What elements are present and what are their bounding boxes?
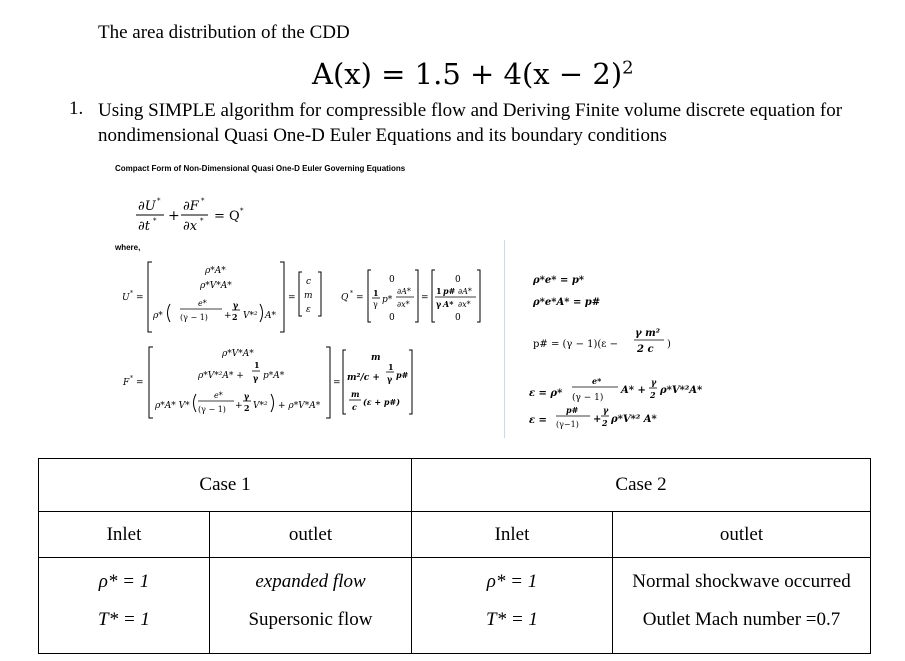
svg-text:*: * bbox=[130, 290, 133, 297]
svg-text:∂x*: ∂x* bbox=[458, 300, 471, 309]
svg-text:p#: p# bbox=[443, 286, 456, 296]
svg-text:e*: e* bbox=[592, 376, 602, 386]
case-2-inlet-temperature: T* = 1 bbox=[486, 609, 538, 630]
svg-text:e*: e* bbox=[198, 299, 207, 308]
svg-text:Q: Q bbox=[341, 293, 349, 303]
svg-text:): ) bbox=[667, 339, 671, 350]
case-2-outlet-header: outlet bbox=[613, 512, 871, 558]
svg-text:0: 0 bbox=[389, 313, 395, 323]
svg-text:γ: γ bbox=[436, 299, 442, 309]
svg-text:+: + bbox=[168, 208, 180, 224]
svg-text:+ ρ*V*A*: + ρ*V*A* bbox=[278, 401, 321, 411]
svg-text:γ: γ bbox=[373, 300, 378, 309]
case-1-outlet-condition: expanded flow bbox=[255, 571, 366, 592]
svg-text:2: 2 bbox=[244, 403, 250, 413]
case-2-outlet-condition: Normal shockwave occurred bbox=[632, 571, 851, 592]
area-formula-exponent: 2 bbox=[622, 57, 634, 79]
svg-text:V*²: V*² bbox=[253, 401, 268, 411]
svg-text:ρ*e*A* = p#: ρ*e*A* = p# bbox=[533, 297, 601, 308]
svg-text:ρ*e* = p*: ρ*e* = p* bbox=[533, 275, 585, 286]
svg-text:1: 1 bbox=[373, 288, 379, 298]
list-number: 1. bbox=[69, 98, 84, 119]
case-1-outlet-flow-type: Supersonic flow bbox=[248, 609, 373, 630]
equations-heading: Compact Form of Non-Dimensional Quasi One-D Euler Governing Equations bbox=[115, 164, 406, 173]
svg-text:+: + bbox=[593, 414, 602, 425]
svg-text:p#: p# bbox=[396, 370, 409, 380]
svg-text:γ: γ bbox=[387, 374, 393, 384]
where-label: where, bbox=[115, 243, 141, 252]
case-1-inlet-header: Inlet bbox=[39, 512, 210, 558]
gov-eq-src bbox=[0, 0, 1, 1]
q-vector bbox=[341, 270, 480, 323]
svg-text:2: 2 bbox=[650, 390, 656, 400]
svg-text:ε = ρ*: ε = ρ* bbox=[529, 388, 563, 399]
svg-text:*: * bbox=[201, 197, 205, 205]
case-2-inlet-density: ρ* = 1 bbox=[486, 571, 538, 592]
svg-text:*: * bbox=[157, 197, 161, 205]
task-description: Using SIMPLE algorithm for compressible flow and Deriving Finite volume discrete equation for nondimensional Quasi One-D Euler Equations and its boundary conditions bbox=[98, 100, 843, 146]
svg-text:γ: γ bbox=[253, 373, 259, 383]
svg-text:ρ*A* V*: ρ*A* V* bbox=[155, 401, 190, 411]
case-2-outlet-cell bbox=[613, 558, 871, 654]
svg-text:*: * bbox=[200, 217, 204, 225]
svg-text:1: 1 bbox=[388, 362, 394, 372]
svg-text:γ: γ bbox=[244, 391, 250, 401]
svg-text:0: 0 bbox=[455, 313, 461, 323]
case-2-inlet-cell bbox=[412, 558, 613, 654]
svg-text:*: * bbox=[153, 217, 157, 225]
svg-text:c: c bbox=[352, 402, 357, 412]
f-vector bbox=[122, 347, 412, 418]
column-divider bbox=[504, 240, 505, 438]
svg-text:ε =: ε = bbox=[529, 415, 547, 426]
svg-text:ρ*: ρ* bbox=[153, 311, 163, 321]
svg-text:∂x: ∂x bbox=[183, 219, 198, 234]
section-title: The area distribution of the CDD bbox=[98, 22, 350, 43]
svg-text:2 c: 2 c bbox=[637, 344, 654, 355]
u-vector bbox=[122, 262, 321, 332]
state-relations bbox=[529, 275, 703, 429]
case-2-outlet-mach: Outlet Mach number =0.7 bbox=[642, 609, 841, 630]
conditions-row bbox=[39, 558, 871, 654]
svg-text:(γ − 1): (γ − 1) bbox=[198, 405, 226, 414]
svg-text:∂F: ∂F bbox=[183, 199, 199, 214]
svg-text:ρ*A*: ρ*A* bbox=[205, 266, 226, 276]
svg-text:+: + bbox=[235, 401, 243, 411]
case-2-header: Case 2 bbox=[412, 459, 871, 512]
svg-text:∂x*: ∂x* bbox=[397, 300, 410, 309]
case-1-header: Case 1 bbox=[39, 459, 412, 512]
svg-text:p*A*: p*A* bbox=[263, 371, 285, 381]
svg-text:+: + bbox=[224, 311, 232, 321]
svg-text:m: m bbox=[351, 389, 360, 399]
governing-equation bbox=[136, 197, 244, 234]
svg-text:*: * bbox=[240, 207, 244, 215]
svg-text:A* +: A* + bbox=[621, 385, 646, 396]
case-1-outlet-header: outlet bbox=[210, 512, 412, 558]
case-1-outlet-cell bbox=[210, 558, 412, 654]
svg-text:γ: γ bbox=[651, 377, 657, 387]
svg-text:(γ − 1): (γ − 1) bbox=[180, 313, 208, 322]
svg-text:1: 1 bbox=[436, 286, 442, 296]
svg-text:ε: ε bbox=[306, 305, 311, 315]
svg-text:=: = bbox=[333, 378, 341, 388]
equation-source-text bbox=[0, 0, 1, 1]
svg-text:m: m bbox=[371, 353, 381, 363]
svg-text:∂U: ∂U bbox=[138, 199, 156, 214]
svg-text:A*: A* bbox=[265, 311, 276, 321]
svg-text:A*: A* bbox=[443, 299, 454, 309]
svg-text:=: = bbox=[288, 293, 296, 303]
case-header-row bbox=[39, 459, 871, 512]
svg-text:∂t: ∂t bbox=[138, 219, 150, 234]
svg-text:(γ − 1): (γ − 1) bbox=[572, 393, 604, 403]
area-formula-body: A(x) = 1.5 + 4(x − 2) bbox=[312, 57, 623, 91]
svg-text:2: 2 bbox=[602, 418, 608, 428]
svg-text:(ε + p#): (ε + p#) bbox=[363, 397, 401, 407]
boundary-conditions-table bbox=[38, 458, 871, 654]
case-1-inlet-density: ρ* = 1 bbox=[98, 571, 150, 592]
svg-text:=: = bbox=[356, 293, 364, 303]
svg-text:m²/c +: m²/c + bbox=[347, 373, 380, 383]
case-1-inlet-cell bbox=[39, 558, 210, 654]
svg-text:p#: p# bbox=[566, 405, 579, 415]
svg-text:=: = bbox=[136, 378, 144, 388]
svg-text:F: F bbox=[123, 378, 130, 388]
svg-text:∂A*: ∂A* bbox=[458, 287, 472, 296]
svg-text:V*²: V*² bbox=[243, 311, 258, 321]
svg-text:2: 2 bbox=[232, 312, 238, 322]
svg-text:0: 0 bbox=[389, 275, 395, 285]
svg-text:= Q: = Q bbox=[214, 209, 240, 224]
column-header-row bbox=[39, 512, 871, 558]
svg-text:ρ*V*A*: ρ*V*A* bbox=[222, 349, 254, 359]
svg-text:=: = bbox=[136, 293, 144, 303]
svg-text:p# = (γ − 1)(ε −: p# = (γ − 1)(ε − bbox=[533, 339, 619, 350]
svg-text:c: c bbox=[306, 277, 312, 287]
svg-text:e*: e* bbox=[214, 391, 223, 400]
svg-text:1: 1 bbox=[254, 360, 260, 370]
case-2-inlet-header: Inlet bbox=[412, 512, 613, 558]
svg-text:0: 0 bbox=[455, 275, 461, 285]
svg-text:ρ*V*²A* +: ρ*V*²A* + bbox=[198, 371, 244, 381]
svg-text:∂A*: ∂A* bbox=[397, 287, 411, 296]
svg-text:m: m bbox=[304, 291, 313, 301]
svg-text:γ: γ bbox=[233, 300, 239, 310]
svg-text:ρ*V*² A*: ρ*V*² A* bbox=[611, 414, 657, 425]
case-1-inlet-temperature: T* = 1 bbox=[98, 609, 150, 630]
svg-text:γ: γ bbox=[603, 405, 609, 415]
svg-text:p*: p* bbox=[382, 295, 393, 305]
svg-text:*: * bbox=[130, 375, 133, 382]
svg-text:γ m²: γ m² bbox=[635, 328, 661, 339]
svg-text:U: U bbox=[122, 293, 130, 303]
svg-text:ρ*V*²A*: ρ*V*²A* bbox=[660, 385, 703, 396]
svg-text:ρ*V*A*: ρ*V*A* bbox=[200, 281, 232, 291]
svg-text:(γ−1): (γ−1) bbox=[556, 420, 579, 429]
svg-text:=: = bbox=[421, 293, 429, 303]
svg-text:*: * bbox=[350, 290, 353, 297]
